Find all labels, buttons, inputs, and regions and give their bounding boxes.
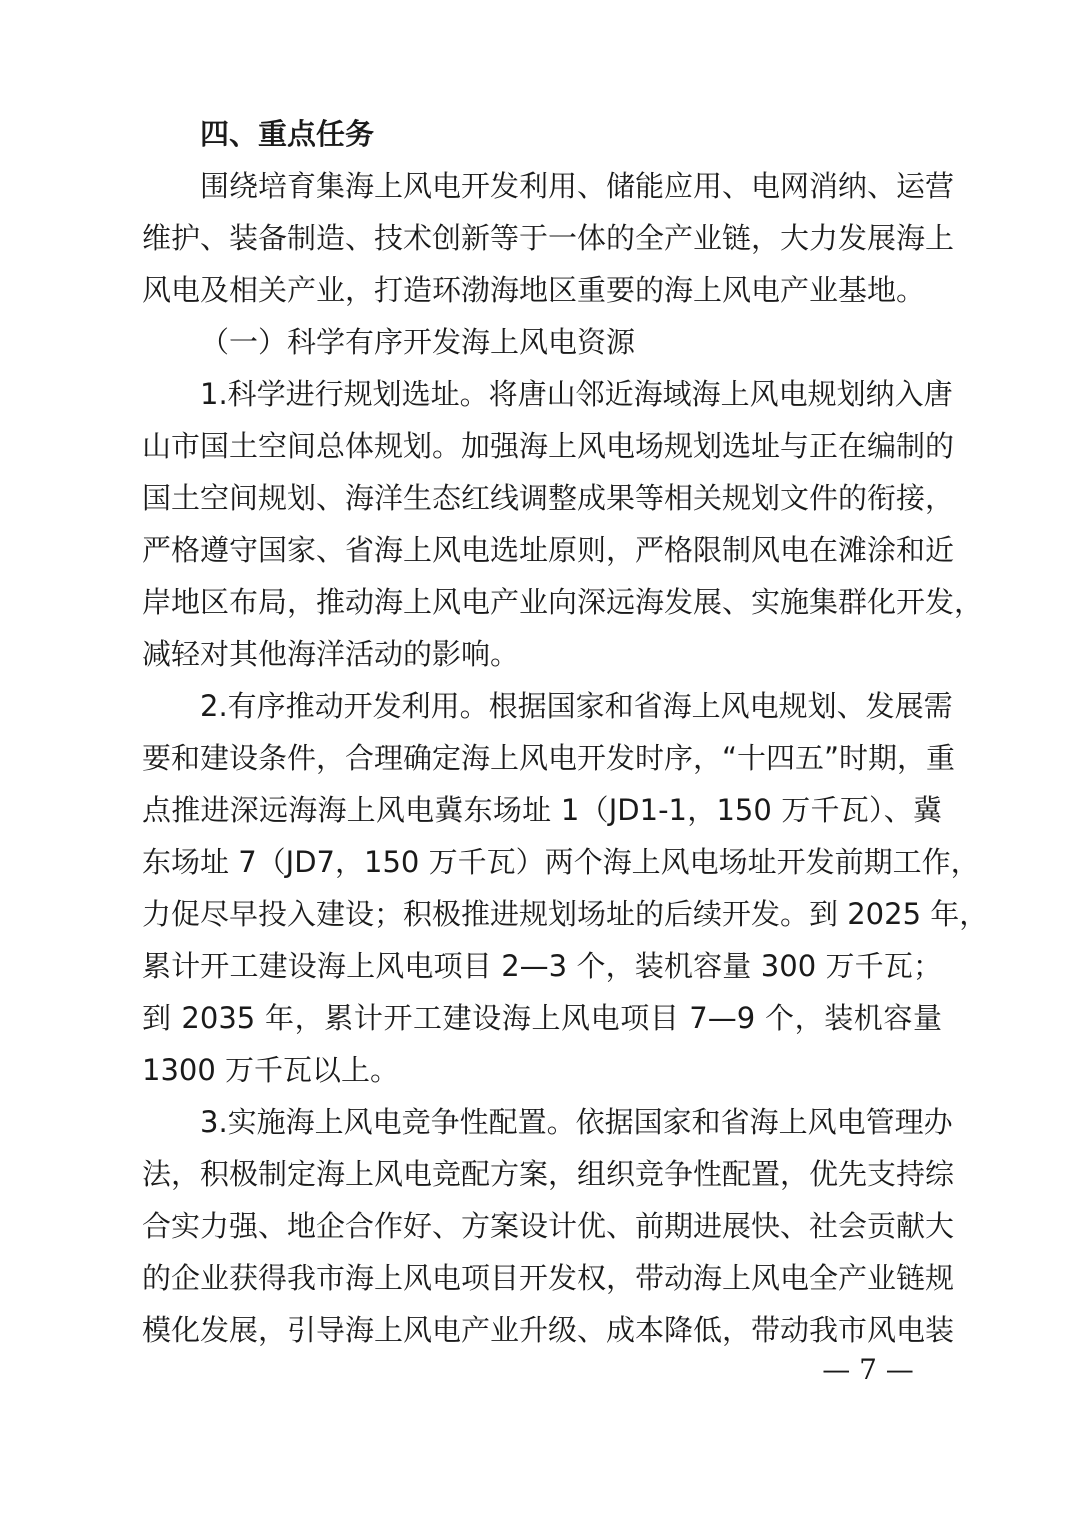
page-number: — 7 —: [822, 1353, 914, 1386]
text-line: 风电及相关产业，打造环渤海地区重要的海上风电产业基地。: [142, 273, 926, 307]
text-line: 2.有序推动开发利用。根据国家和省海上风电规划、发展需: [200, 689, 953, 723]
text-line: 东场址 7（JD7，150 万千瓦）两个海上风电场址开发前期工作，: [142, 845, 980, 879]
text-line: 1300 万千瓦以上。: [142, 1053, 400, 1087]
text-line: 3.实施海上风电竞争性配置。依据国家和省海上风电管理办: [200, 1105, 953, 1139]
section-heading: 四、重点任务: [200, 117, 375, 151]
text-line: 要和建设条件，合理确定海上风电开发时序，“十四五”时期，重: [142, 741, 956, 775]
text-line: 1.科学进行规划选址。将唐山邻近海域海上风电规划纳入唐: [200, 377, 953, 411]
text-line: 的企业获得我市海上风电项目开发权，带动海上风电全产业链规: [142, 1261, 955, 1295]
text-line: 到 2035 年，累计开工建设海上风电项目 7—9 个，装机容量: [142, 1001, 942, 1035]
text-line: 岸地区布局，推动海上风电产业向深远海发展、实施集群化开发，: [142, 585, 984, 619]
text-line: 严格遵守国家、省海上风电选址原则，严格限制风电在滩涂和近: [142, 533, 955, 567]
text-line: 国土空间规划、海洋生态红线调整成果等相关规划文件的衔接，: [142, 481, 955, 515]
text-line: 围绕培育集海上风电开发利用、储能应用、电网消纳、运营: [200, 169, 955, 203]
text-line: 点推进深远海海上风电冀东场址 1（JD1-1，150 万千瓦）、冀: [142, 793, 942, 827]
text-line: 力促尽早投入建设；积极推进规划场址的后续开发。到 2025 年，: [142, 897, 989, 931]
text-line: 维护、装备制造、技术创新等于一体的全产业链，大力发展海上: [142, 221, 955, 255]
text-line: 法，积极制定海上风电竞配方案，组织竞争性配置，优先支持综: [142, 1157, 955, 1191]
text-line: 山市国土空间总体规划。加强海上风电场规划选址与正在编制的: [142, 429, 955, 463]
text-line: 模化发展，引导海上风电产业升级、成本降低，带动我市风电装: [142, 1313, 955, 1347]
text-line: 合实力强、地企合作好、方案设计优、前期进展快、社会贡献大: [142, 1209, 955, 1243]
text-line: 减轻对其他海洋活动的影响。: [142, 637, 520, 671]
subsection-heading: （一）科学有序开发海上风电资源: [200, 325, 636, 359]
text-line: 累计开工建设海上风电项目 2—3 个，装机容量 300 万千瓦；: [142, 949, 942, 983]
